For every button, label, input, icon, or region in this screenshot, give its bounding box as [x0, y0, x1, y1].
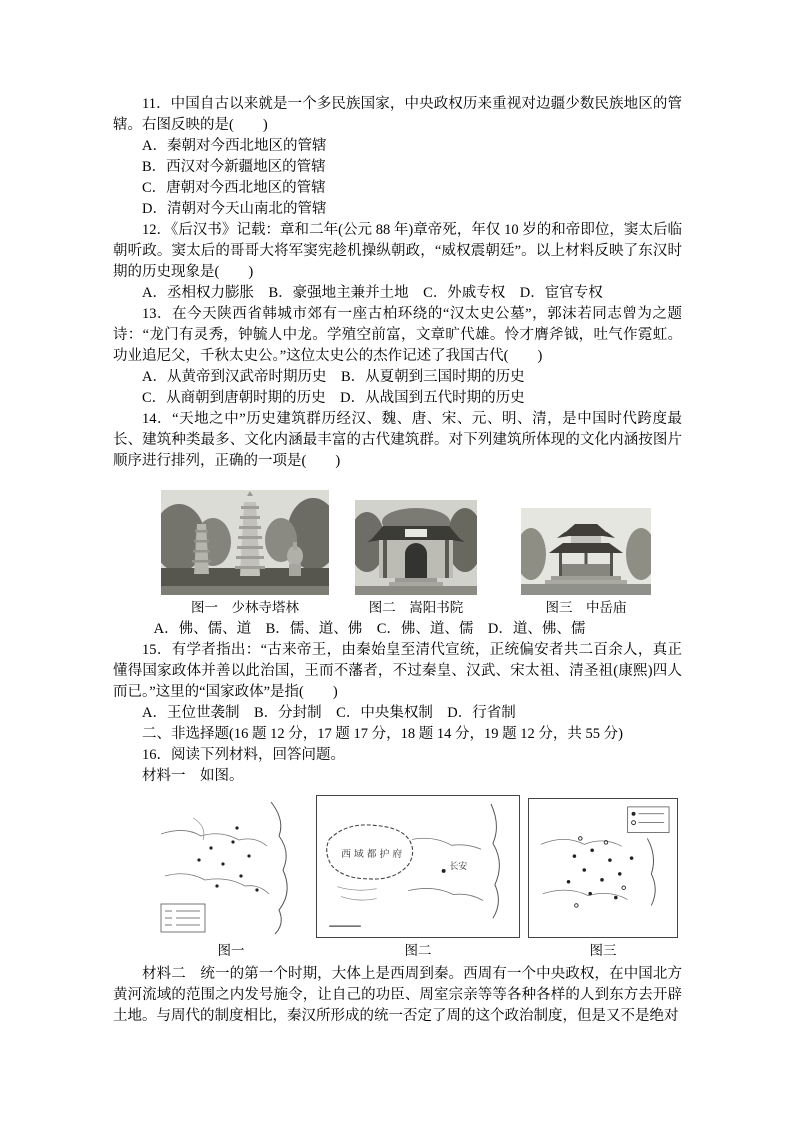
- q14-caption-1: 图一 少林寺塔林: [191, 600, 299, 615]
- q14-caption-3: 图三 中岳庙: [545, 600, 627, 615]
- q14-caption-2: 图二 嵩阳书院: [368, 600, 464, 615]
- shaolin-pagoda-forest-image: [161, 490, 329, 595]
- q14-figure-2: [355, 500, 477, 617]
- q16-material1-label: 材料一 如图。: [142, 768, 244, 784]
- q14-figure-1: [161, 490, 329, 617]
- q11-option-a: A．秦朝对今西北地区的管辖: [142, 138, 327, 154]
- q11-option-d: D．清朝对今天山南北的管辖: [142, 201, 327, 217]
- q16-map-caption-3: 图三: [589, 943, 617, 958]
- q14-figure-3: [521, 508, 651, 617]
- zhongyue-temple-image: [521, 508, 651, 595]
- q16-map-figure-1: [153, 798, 309, 960]
- q12-options: A．丞相权力膨胀 B．豪强地主兼并土地 C．外戚专权 D．宦官专权: [142, 285, 603, 301]
- q12-stem: 12．《后汉书》记载：章和二年(公元 88 年)章帝死，年仅 10 岁的和帝即位，窦太后临朝听政。窦太后的哥哥大将军窦宪趁机操纵朝政，“威权震朝廷”。以上材料反映了东汉时期的历史现象是( ): [113, 222, 682, 280]
- q11-stem: 11．中国自古以来就是一个多民族国家，中央政权历来重视对边疆少数民族地区的管辖。右图反映的是( ): [113, 96, 682, 133]
- songyang-academy-image: [355, 500, 477, 595]
- q13-stem: 13．在今天陕西省韩城市郊有一座古柏环绕的“汉太史公墓”，郭沫若同志曾为之题诗：“龙门有灵秀，钟毓人中龙。学殖空前富，文章旷代雄。怜才膺斧钺，吐气作霓虹。功业追尼父，千秋太史公。”这位太史公的杰作记述了我国古代( ): [113, 306, 682, 364]
- map2-capital-label: 长安: [449, 860, 468, 871]
- q11-option-c: C．唐朝对今西北地区的管辖: [142, 180, 326, 196]
- q16-map-caption-1: 图一: [217, 943, 245, 958]
- q16-stem: 16．阅读下列材料，回答问题。: [142, 747, 345, 763]
- q14-stem: 14．“天地之中”历史建筑群历经汉、魏、唐、宋、元、明、清，是中国时代跨度最长、建筑种类最多、文化内涵最丰富的古代建筑群。对下列建筑所体现的文化内涵按图片顺序进行排列，正确的一项是( ): [113, 411, 682, 469]
- map2-region-label: 西域都护府: [341, 849, 406, 861]
- q15-options: A．王位世袭制 B．分封制 C．中央集权制 D．行省制: [142, 705, 516, 721]
- q14-options: A．佛、儒、道 B．儒、道、佛 C．佛、道、儒 D．道、佛、儒: [153, 621, 586, 637]
- q13-options-cd: C．从商朝到唐朝时期的历史 D．从战国到五代时期的历史: [142, 390, 525, 406]
- q14-figure-row: [161, 490, 682, 617]
- q16-map-figure-3: [528, 798, 678, 960]
- section2-header: 二、非选择题(16 题 12 分，17 题 17 分，18 题 14 分，19 题 12 分，共 55 分): [142, 726, 623, 742]
- q16-map-caption-2: 图二: [404, 943, 432, 958]
- map-image-1: [153, 798, 309, 938]
- q16-material2: 材料二 统一的第一个时期，大体上是西周到秦。西周有一个中央政权，在中国北方黄河流域的范围之内发号施令，让自己的功臣、周室宗亲等等各种各样的人到东方去开辟土地。与周代的制度相比，秦汉所形成的统一否定了周的这个政治制度，但是又不是绝对: [113, 966, 682, 1024]
- map-image-3: [528, 798, 678, 938]
- q11-option-b: B．西汉对今新疆地区的管辖: [142, 159, 326, 175]
- q16-map-figure-2: [316, 795, 520, 960]
- q13-options-ab: A．从黄帝到汉武帝时期历史 B．从夏朝到三国时期的历史: [142, 369, 525, 385]
- map-image-2: [316, 795, 520, 938]
- q15-stem: 15．有学者指出：“古来帝王，由秦始皇至清代宣统，正统偏安者共二百余人，真正懂得国家政体并善以此治国，王而不藩者，不过秦皇、汉武、宋太祖、清圣祖(康熙)四人而已。”这里的“国家政体”是指( ): [113, 642, 682, 700]
- q16-map-row: [153, 795, 682, 960]
